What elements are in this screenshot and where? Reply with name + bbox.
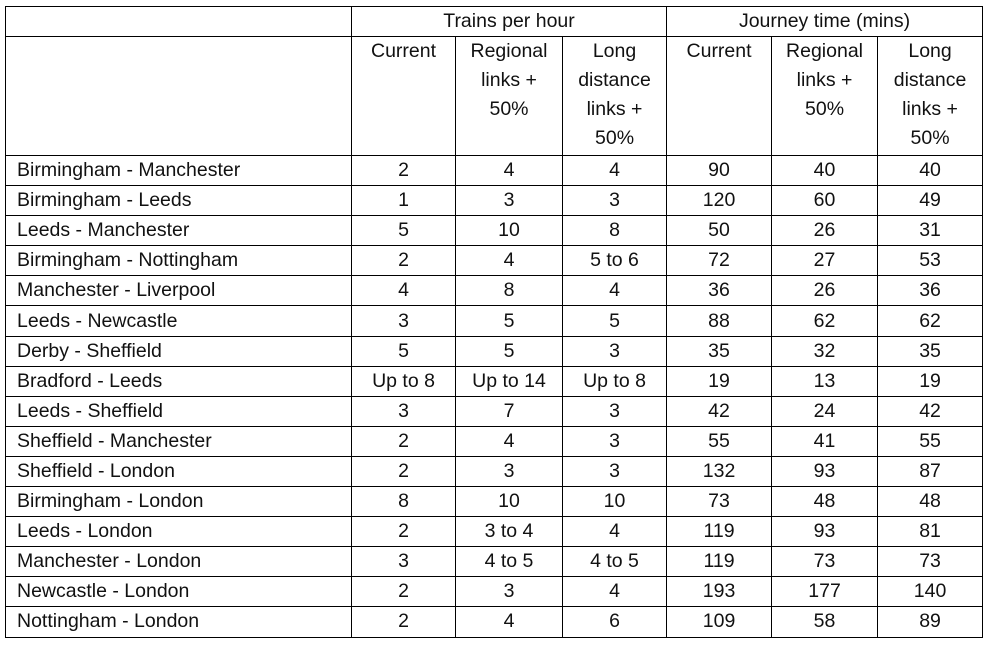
time-long-distance-cell: 81: [878, 517, 983, 547]
table-row: [6, 517, 983, 547]
tph-long-distance-cell: 4: [563, 577, 667, 607]
tph-current-cell: 2: [352, 156, 456, 186]
tph-current-cell: 2: [352, 426, 456, 456]
time-long-distance-cell: 53: [878, 246, 983, 276]
table-row: [6, 366, 983, 396]
route-cell: Bradford - Leeds: [6, 366, 352, 396]
time-long-distance-cell: 62: [878, 306, 983, 336]
route-cell: Nottingham - London: [6, 607, 352, 637]
time-current-cell: 90: [667, 156, 772, 186]
tph-current-cell: 3: [352, 547, 456, 577]
tph-regional-cell: 4: [456, 607, 563, 637]
time-long-distance-cell: 40: [878, 156, 983, 186]
route-cell: Birmingham - London: [6, 487, 352, 517]
tph-current-cell: 2: [352, 456, 456, 486]
time-long-distance-cell: 35: [878, 336, 983, 366]
time-regional-cell: 73: [772, 547, 878, 577]
table-row: [6, 186, 983, 216]
table-row: [6, 607, 983, 637]
tph-long-distance-cell: 4: [563, 156, 667, 186]
route-cell: Leeds - London: [6, 517, 352, 547]
tph-regional-cell: 4: [456, 156, 563, 186]
route-cell: Derby - Sheffield: [6, 336, 352, 366]
tph-current-cell: 2: [352, 607, 456, 637]
time-long-distance-cell: 49: [878, 186, 983, 216]
tph-regional-cell: 4: [456, 246, 563, 276]
time-current-cell: 50: [667, 216, 772, 246]
tph-regional-cell: 10: [456, 487, 563, 517]
tph-long-distance-cell: Up to 8: [563, 366, 667, 396]
tph-regional-cell: 3: [456, 186, 563, 216]
time-regional-cell: 93: [772, 456, 878, 486]
time-regional-header: Regional links + 50%: [772, 37, 878, 156]
route-cell: Leeds - Sheffield: [6, 396, 352, 426]
tph-current-cell: 3: [352, 306, 456, 336]
tph-long-distance-cell: 4: [563, 517, 667, 547]
trains-per-hour-header: Trains per hour: [352, 7, 667, 37]
time-current-cell: 132: [667, 456, 772, 486]
time-current-cell: 35: [667, 336, 772, 366]
time-long-distance-cell: 36: [878, 276, 983, 306]
tph-long-distance-cell: 5 to 6: [563, 246, 667, 276]
time-regional-cell: 13: [772, 366, 878, 396]
tph-long-distance-cell: 3: [563, 186, 667, 216]
time-long-distance-header: Long distance links + 50%: [878, 37, 983, 156]
time-current-header: Current: [667, 37, 772, 156]
time-regional-cell: 41: [772, 426, 878, 456]
time-current-cell: 55: [667, 426, 772, 456]
group-header-row: [6, 7, 983, 37]
time-current-cell: 109: [667, 607, 772, 637]
route-cell: Manchester - Liverpool: [6, 276, 352, 306]
tph-long-distance-cell: 3: [563, 426, 667, 456]
table-row: [6, 216, 983, 246]
time-current-cell: 119: [667, 517, 772, 547]
tph-long-distance-cell: 8: [563, 216, 667, 246]
route-cell: Birmingham - Manchester: [6, 156, 352, 186]
tph-regional-cell: 5: [456, 336, 563, 366]
time-regional-cell: 62: [772, 306, 878, 336]
time-long-distance-cell: 19: [878, 366, 983, 396]
time-current-cell: 19: [667, 366, 772, 396]
route-cell: Leeds - Manchester: [6, 216, 352, 246]
tph-long-distance-cell: 3: [563, 396, 667, 426]
tph-regional-cell: 10: [456, 216, 563, 246]
tph-long-distance-cell: 5: [563, 306, 667, 336]
time-regional-cell: 58: [772, 607, 878, 637]
time-current-cell: 42: [667, 396, 772, 426]
sub-header-row: [6, 37, 983, 156]
table-row: [6, 487, 983, 517]
tph-regional-cell: 3: [456, 577, 563, 607]
tph-current-cell: 3: [352, 396, 456, 426]
time-long-distance-cell: 42: [878, 396, 983, 426]
tph-current-cell: 4: [352, 276, 456, 306]
tph-long-distance-cell: 4 to 5: [563, 547, 667, 577]
tph-current-cell: 5: [352, 216, 456, 246]
tph-current-cell: 2: [352, 246, 456, 276]
route-cell: Newcastle - London: [6, 577, 352, 607]
table-row: [6, 547, 983, 577]
table-row: [6, 577, 983, 607]
tph-long-distance-cell: 3: [563, 456, 667, 486]
rail-comparison-table: [5, 6, 983, 638]
time-long-distance-cell: 31: [878, 216, 983, 246]
table-body: [6, 156, 983, 638]
route-cell: Birmingham - Nottingham: [6, 246, 352, 276]
time-regional-cell: 177: [772, 577, 878, 607]
table-row: [6, 306, 983, 336]
time-regional-cell: 27: [772, 246, 878, 276]
time-regional-cell: 26: [772, 216, 878, 246]
tph-regional-cell: 5: [456, 306, 563, 336]
time-regional-cell: 40: [772, 156, 878, 186]
tph-long-distance-cell: 10: [563, 487, 667, 517]
tph-current-cell: 8: [352, 487, 456, 517]
tph-regional-cell: 3 to 4: [456, 517, 563, 547]
time-long-distance-cell: 87: [878, 456, 983, 486]
tph-current-cell: 2: [352, 577, 456, 607]
time-regional-cell: 24: [772, 396, 878, 426]
tph-regional-cell: Up to 14: [456, 366, 563, 396]
tph-long-distance-cell: 4: [563, 276, 667, 306]
route-cell: Leeds - Newcastle: [6, 306, 352, 336]
time-current-cell: 72: [667, 246, 772, 276]
tph-long-distance-cell: 3: [563, 336, 667, 366]
time-long-distance-cell: 140: [878, 577, 983, 607]
tph-current-header: Current: [352, 37, 456, 156]
time-long-distance-cell: 73: [878, 547, 983, 577]
tph-current-cell: 5: [352, 336, 456, 366]
tph-regional-cell: 4: [456, 426, 563, 456]
tph-current-cell: 1: [352, 186, 456, 216]
time-long-distance-cell: 48: [878, 487, 983, 517]
corner-cell: [6, 7, 352, 37]
time-current-cell: 119: [667, 547, 772, 577]
route-cell: Sheffield - London: [6, 456, 352, 486]
time-regional-cell: 60: [772, 186, 878, 216]
tph-current-cell: Up to 8: [352, 366, 456, 396]
time-current-cell: 36: [667, 276, 772, 306]
table-row: [6, 246, 983, 276]
tph-current-cell: 2: [352, 517, 456, 547]
time-current-cell: 120: [667, 186, 772, 216]
tph-regional-cell: 8: [456, 276, 563, 306]
route-header-cell: [6, 37, 352, 156]
journey-time-header: Journey time (mins): [667, 7, 983, 37]
table-row: [6, 456, 983, 486]
tph-regional-cell: 7: [456, 396, 563, 426]
tph-long-distance-cell: 6: [563, 607, 667, 637]
table-row: [6, 276, 983, 306]
time-regional-cell: 93: [772, 517, 878, 547]
table-row: [6, 426, 983, 456]
table-row: [6, 336, 983, 366]
time-current-cell: 73: [667, 487, 772, 517]
time-long-distance-cell: 55: [878, 426, 983, 456]
time-long-distance-cell: 89: [878, 607, 983, 637]
table-row: [6, 396, 983, 426]
time-regional-cell: 26: [772, 276, 878, 306]
route-cell: Sheffield - Manchester: [6, 426, 352, 456]
tph-regional-cell: 3: [456, 456, 563, 486]
tph-regional-cell: 4 to 5: [456, 547, 563, 577]
route-cell: Birmingham - Leeds: [6, 186, 352, 216]
time-current-cell: 88: [667, 306, 772, 336]
tph-long-distance-header: Long distance links + 50%: [563, 37, 667, 156]
tph-regional-header: Regional links + 50%: [456, 37, 563, 156]
table-row: [6, 156, 983, 186]
time-current-cell: 193: [667, 577, 772, 607]
time-regional-cell: 32: [772, 336, 878, 366]
route-cell: Manchester - London: [6, 547, 352, 577]
time-regional-cell: 48: [772, 487, 878, 517]
